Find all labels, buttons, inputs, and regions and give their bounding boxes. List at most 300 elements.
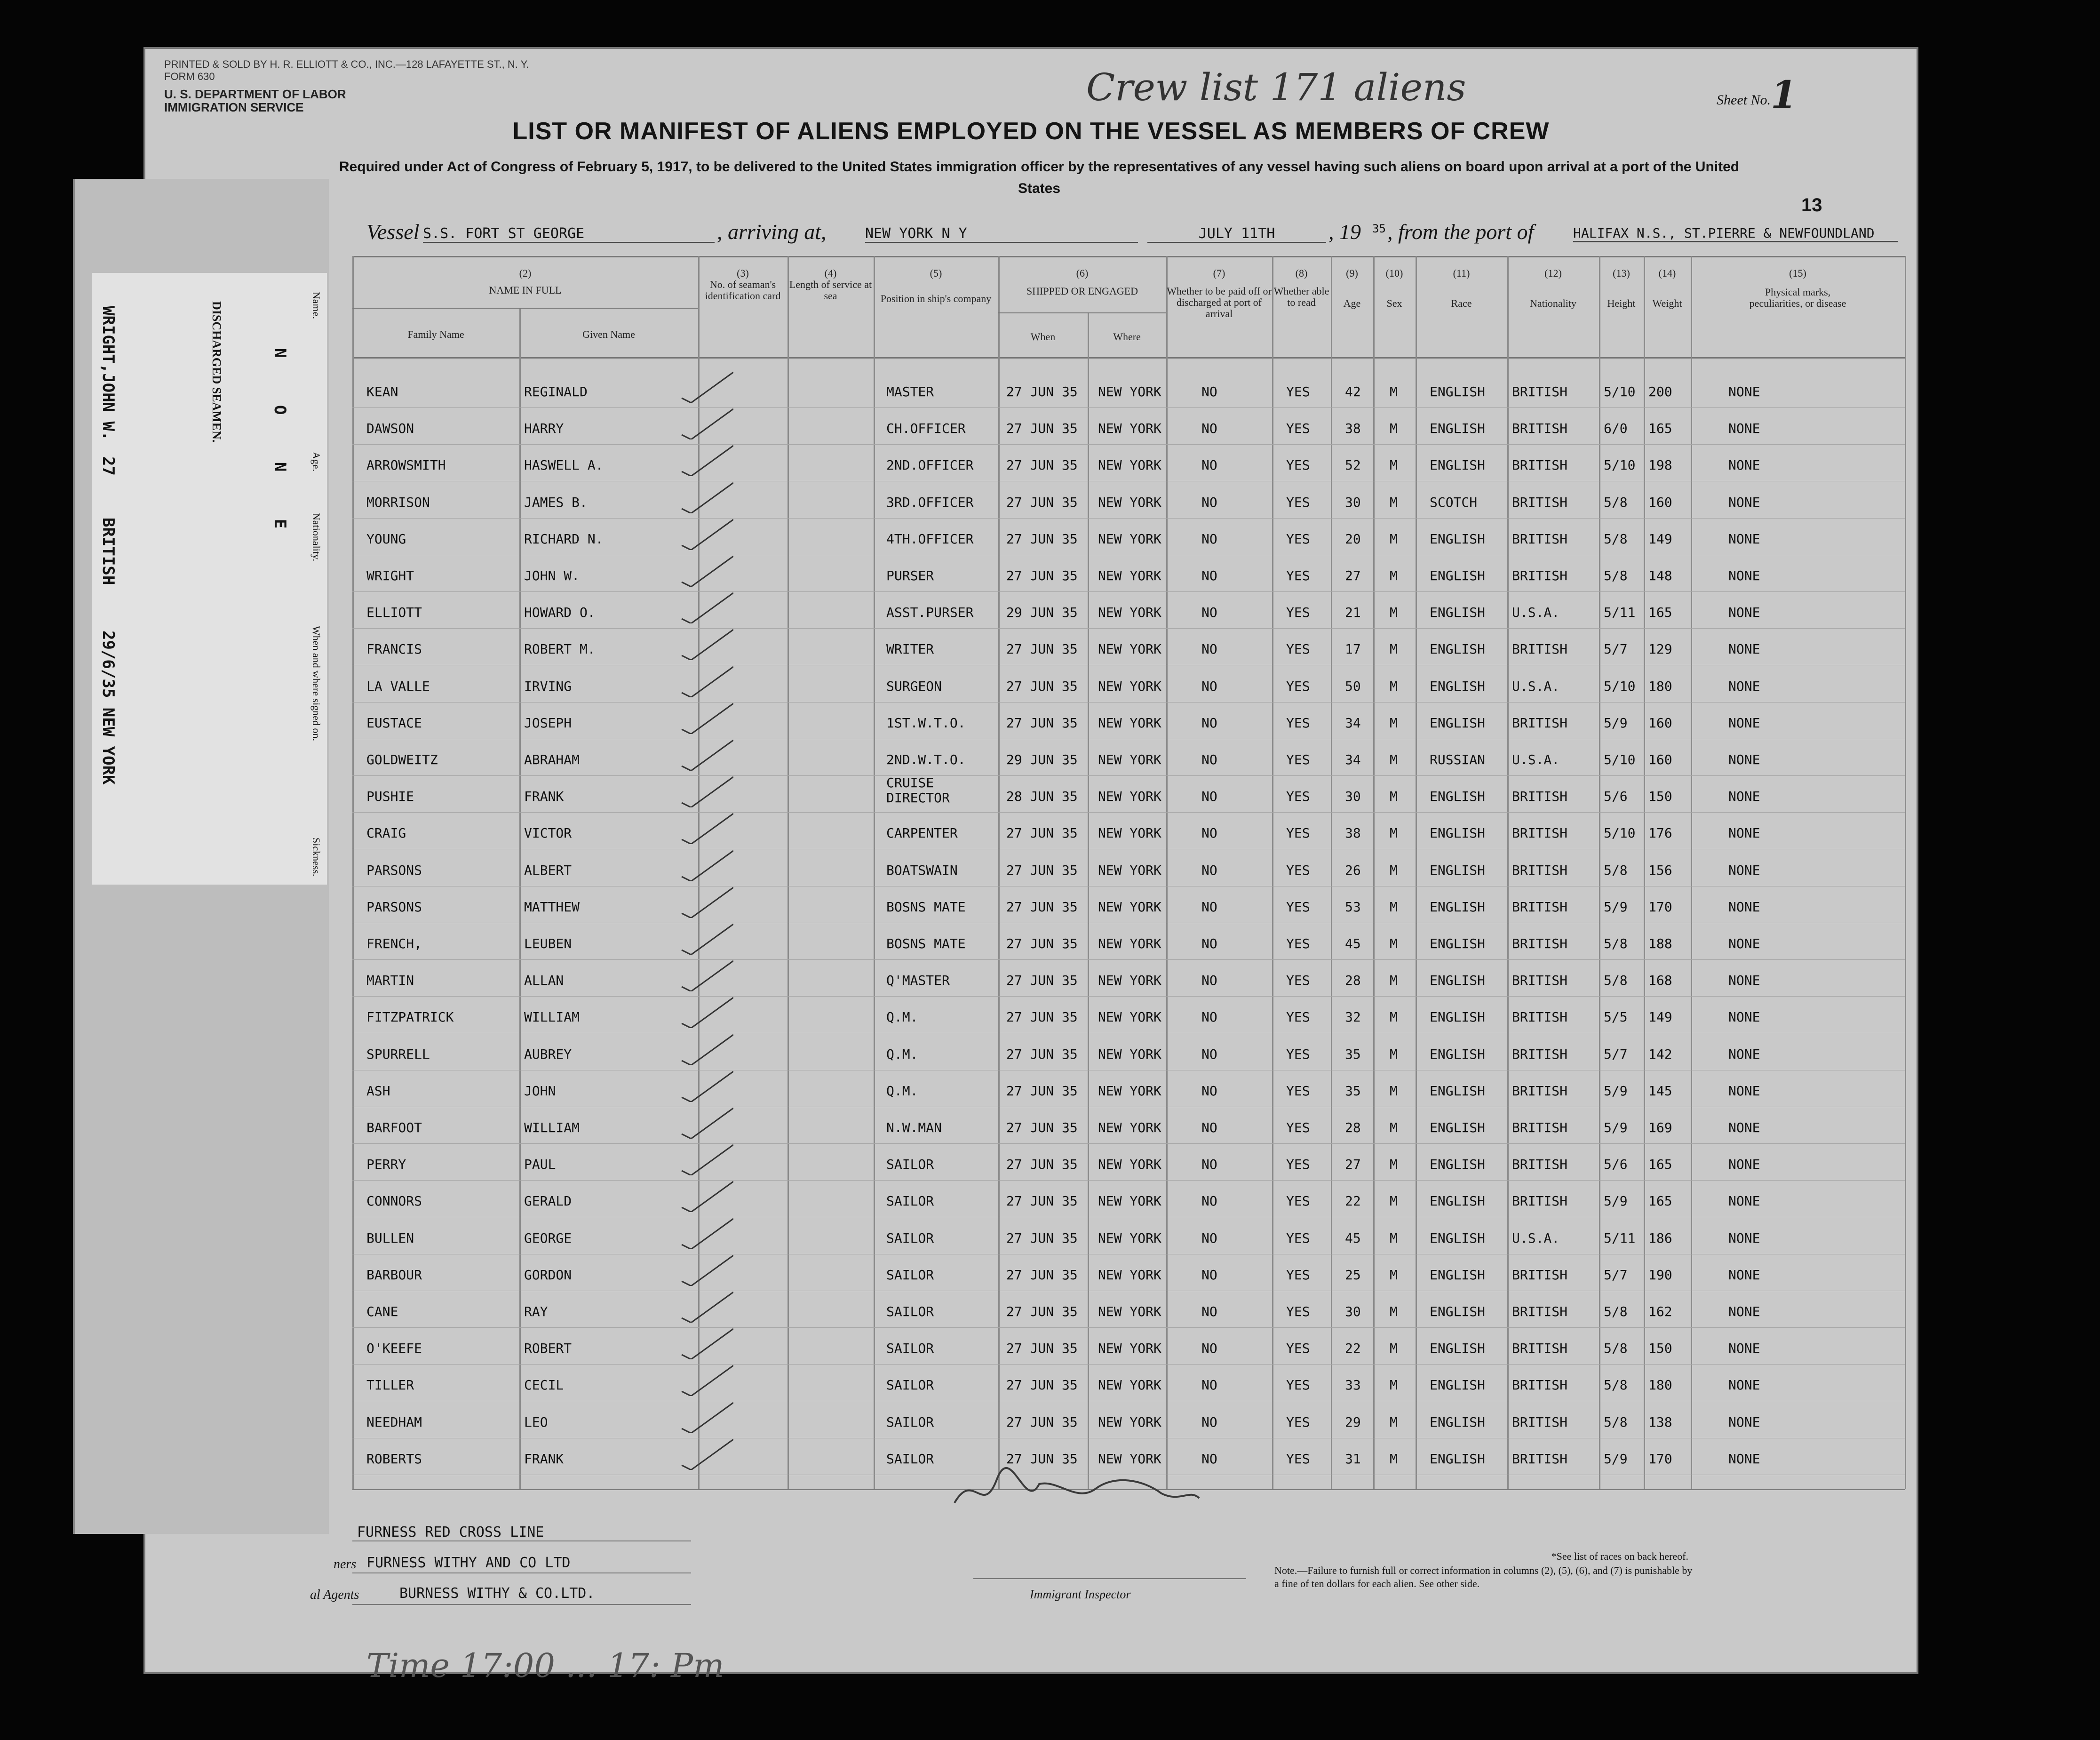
cell-marks: NONE: [1728, 1193, 1760, 1209]
cell-height: 5/7: [1604, 1046, 1628, 1062]
cell-nat: BRITISH: [1512, 384, 1568, 399]
slip-col-age: Age.: [310, 452, 322, 472]
cell-where: NEW YORK: [1098, 1083, 1161, 1099]
vessel-name: S.S. FORT ST GEORGE: [423, 225, 715, 243]
cell-sex: M: [1390, 457, 1398, 473]
check-mark-icon: [677, 1032, 733, 1065]
col5-title: Position in ship's company: [880, 293, 992, 304]
check-mark-icon: [677, 1363, 733, 1396]
cell-nat: BRITISH: [1512, 899, 1568, 915]
col3-number: (3): [737, 267, 749, 279]
cell-nat: U.S.A.: [1512, 1230, 1560, 1246]
row-rule: [352, 591, 1905, 592]
cell-height: 5/7: [1604, 1267, 1628, 1283]
cell-family: CRAIG: [366, 825, 406, 841]
cell-nat: U.S.A.: [1512, 752, 1560, 767]
cell-age: 28: [1345, 973, 1361, 988]
cell-read: YES: [1286, 1267, 1310, 1283]
cell-where: NEW YORK: [1098, 1267, 1161, 1283]
cell-paid: NO: [1201, 457, 1217, 473]
cell-position: Q.M.: [886, 1046, 918, 1062]
cell-height: 5/8: [1604, 1304, 1628, 1319]
cell-marks: NONE: [1728, 1341, 1760, 1356]
cell-age: 53: [1345, 899, 1361, 915]
cell-paid: NO: [1201, 678, 1217, 694]
cell-height: 5/8: [1604, 973, 1628, 988]
department-heading: [164, 88, 346, 114]
col10-header: [1373, 268, 1416, 309]
cell-marks: NONE: [1728, 531, 1760, 547]
cell-given: LEO: [524, 1414, 548, 1430]
footer-rule: [352, 1540, 691, 1541]
slip-entry-when: 29/6/35 NEW YORK: [99, 631, 118, 785]
cell-read: YES: [1286, 568, 1310, 583]
cell-paid: NO: [1201, 1193, 1217, 1209]
cell-paid: NO: [1201, 568, 1217, 583]
cell-nat: BRITISH: [1512, 825, 1568, 841]
col14-number: (14): [1658, 267, 1676, 279]
cell-sex: M: [1390, 384, 1398, 399]
cell-nat: BRITISH: [1512, 1414, 1568, 1430]
cell-marks: NONE: [1728, 1451, 1760, 1467]
cell-read: YES: [1286, 899, 1310, 915]
col5-number: (5): [930, 267, 942, 279]
cell-read: YES: [1286, 1341, 1310, 1356]
col-rule: [1905, 256, 1906, 1489]
cell-race: ENGLISH: [1430, 1414, 1486, 1430]
cell-when: 27 JUN 35: [1006, 1304, 1078, 1319]
cell-sex: M: [1390, 495, 1398, 510]
cell-height: 5/8: [1604, 495, 1628, 510]
cell-marks: NONE: [1728, 1414, 1760, 1430]
cell-where: NEW YORK: [1098, 715, 1161, 731]
col7-header: [1166, 268, 1272, 319]
cell-when: 27 JUN 35: [1006, 1267, 1078, 1283]
cell-position: 2ND.OFFICER: [886, 457, 974, 473]
cell-read: YES: [1286, 1451, 1310, 1467]
cell-when: 27 JUN 35: [1006, 495, 1078, 510]
cell-given: HOWARD O.: [524, 605, 596, 620]
cell-read: YES: [1286, 1083, 1310, 1099]
where-header: Where: [1113, 331, 1141, 343]
col12-number: (12): [1544, 267, 1562, 279]
cell-when: 27 JUN 35: [1006, 936, 1078, 951]
cell-sex: M: [1390, 1046, 1398, 1062]
cell-race: ENGLISH: [1430, 421, 1486, 436]
check-mark-icon: [677, 811, 733, 844]
year-prefix: , 19: [1328, 220, 1361, 244]
check-mark-icon: [677, 627, 733, 660]
cell-paid: NO: [1201, 715, 1217, 731]
cell-marks: NONE: [1728, 1267, 1760, 1283]
cell-given: MATTHEW: [524, 899, 580, 915]
cell-when: 27 JUN 35: [1006, 715, 1078, 731]
cell-age: 32: [1345, 1009, 1361, 1025]
check-mark-icon: [677, 591, 733, 623]
cell-sex: M: [1390, 531, 1398, 547]
cell-weight: 160: [1648, 715, 1672, 731]
col8-number: (8): [1295, 267, 1308, 279]
cell-marks: NONE: [1728, 1009, 1760, 1025]
cell-sex: M: [1390, 678, 1398, 694]
cell-read: YES: [1286, 1377, 1310, 1393]
cell-given: ROBERT: [524, 1341, 572, 1356]
cell-given: LEUBEN: [524, 936, 572, 951]
cell-position: SAILOR: [886, 1304, 934, 1319]
cell-weight: 176: [1648, 825, 1672, 841]
cell-nat: BRITISH: [1512, 936, 1568, 951]
cell-paid: NO: [1201, 899, 1217, 915]
cell-read: YES: [1286, 1046, 1310, 1062]
cell-nat: BRITISH: [1512, 1304, 1568, 1319]
cell-when: 27 JUN 35: [1006, 1193, 1078, 1209]
cell-where: NEW YORK: [1098, 973, 1161, 988]
col-rule: [1507, 256, 1509, 1489]
cell-paid: NO: [1201, 605, 1217, 620]
cell-when: 27 JUN 35: [1006, 1451, 1078, 1467]
col-rule: [1272, 256, 1273, 1489]
cell-race: ENGLISH: [1430, 1230, 1486, 1246]
cell-marks: NONE: [1728, 715, 1760, 731]
cell-nat: BRITISH: [1512, 862, 1568, 878]
cell-family: O'KEEFE: [366, 1341, 422, 1356]
cell-family: BARFOOT: [366, 1120, 422, 1135]
cell-given: JOSEPH: [524, 715, 572, 731]
cell-where: NEW YORK: [1098, 1451, 1161, 1467]
cell-when: 27 JUN 35: [1006, 1083, 1078, 1099]
arriving-label: , arriving at,: [717, 220, 827, 244]
cell-age: 50: [1345, 678, 1361, 694]
cell-marks: NONE: [1728, 641, 1760, 657]
col10-number: (10): [1385, 267, 1403, 279]
cell-position: Q.M.: [886, 1083, 918, 1099]
cell-family: ARROWSMITH: [366, 457, 446, 473]
cell-family: CANE: [366, 1304, 398, 1319]
col12-title: Nationality: [1530, 297, 1576, 309]
cell-where: NEW YORK: [1098, 862, 1161, 878]
cell-where: NEW YORK: [1098, 1414, 1161, 1430]
cell-when: 27 JUN 35: [1006, 384, 1078, 399]
cell-read: YES: [1286, 531, 1310, 547]
slip-col-name: Name.: [310, 292, 322, 319]
cell-weight: 142: [1648, 1046, 1672, 1062]
cell-when: 27 JUN 35: [1006, 531, 1078, 547]
cell-weight: 169: [1648, 1120, 1672, 1135]
cell-age: 34: [1345, 752, 1361, 767]
cell-weight: 150: [1648, 789, 1672, 804]
check-mark-icon: [677, 370, 733, 403]
cell-age: 27: [1345, 1157, 1361, 1172]
cell-where: NEW YORK: [1098, 1046, 1161, 1062]
cell-paid: NO: [1201, 1083, 1217, 1099]
cell-age: 42: [1345, 384, 1361, 399]
col15-header: [1691, 268, 1905, 309]
cell-sex: M: [1390, 752, 1398, 767]
check-mark-icon: [677, 1179, 733, 1212]
row-rule: [352, 996, 1905, 997]
cell-family: FITZPATRICK: [366, 1009, 454, 1025]
check-mark-icon: [677, 922, 733, 955]
cell-weight: 160: [1648, 752, 1672, 767]
cell-nat: BRITISH: [1512, 531, 1568, 547]
cell-weight: 165: [1648, 1157, 1672, 1172]
cell-height: 5/9: [1604, 1451, 1628, 1467]
cell-marks: NONE: [1728, 457, 1760, 473]
check-mark-icon: [677, 554, 733, 587]
cell-sex: M: [1390, 1230, 1398, 1246]
col6-number: (6): [1076, 267, 1089, 279]
cell-height: 5/10: [1604, 825, 1636, 841]
cell-race: ENGLISH: [1430, 1009, 1486, 1025]
cell-when: 27 JUN 35: [1006, 1414, 1078, 1430]
cell-where: NEW YORK: [1098, 678, 1161, 694]
check-mark-icon: [677, 1216, 733, 1249]
cell-family: YOUNG: [366, 531, 406, 547]
cell-where: NEW YORK: [1098, 421, 1161, 436]
footer-rule: [352, 1604, 691, 1605]
cell-race: ENGLISH: [1430, 384, 1486, 399]
cell-read: YES: [1286, 936, 1310, 951]
inspector-label: Immigrant Inspector: [1030, 1588, 1131, 1601]
check-mark-icon: [677, 664, 733, 697]
handwritten-time-note: Time 17:00 ... 17: Pm: [366, 1646, 724, 1685]
cell-height: 5/11: [1604, 1230, 1636, 1246]
cell-sex: M: [1390, 421, 1398, 436]
cell-given: RICHARD N.: [524, 531, 604, 547]
cell-race: ENGLISH: [1430, 1046, 1486, 1062]
cell-family: SPURRELL: [366, 1046, 430, 1062]
cell-family: GOLDWEITZ: [366, 752, 438, 767]
cell-marks: NONE: [1728, 936, 1760, 951]
cell-family: PERRY: [366, 1157, 406, 1172]
cell-height: 6/0: [1604, 421, 1628, 436]
cell-when: 27 JUN 35: [1006, 973, 1078, 988]
cell-weight: 150: [1648, 1341, 1672, 1356]
cell-sex: M: [1390, 1157, 1398, 1172]
cell-paid: NO: [1201, 641, 1217, 657]
cell-weight: 188: [1648, 936, 1672, 951]
cell-marks: NONE: [1728, 789, 1760, 804]
cell-sex: M: [1390, 715, 1398, 731]
col-rule: [1599, 256, 1600, 1489]
cell-read: YES: [1286, 457, 1310, 473]
check-mark-icon: [677, 701, 733, 734]
cell-read: YES: [1286, 384, 1310, 399]
cell-position: PURSER: [886, 568, 934, 583]
col-rule: [1416, 256, 1417, 1489]
cell-marks: NONE: [1728, 825, 1760, 841]
cell-height: 5/10: [1604, 457, 1636, 473]
cell-sex: M: [1390, 605, 1398, 620]
cell-race: ENGLISH: [1430, 862, 1486, 878]
cell-when: 27 JUN 35: [1006, 1120, 1078, 1135]
row-rule: [352, 444, 1905, 445]
cell-age: 25: [1345, 1267, 1361, 1283]
cell-read: YES: [1286, 1009, 1310, 1025]
cell-position: Q'MASTER: [886, 973, 950, 988]
page-title: LIST OR MANIFEST OF ALIENS EMPLOYED ON THE VESSEL AS MEMBERS OF CREW: [512, 118, 1550, 145]
discharged-seamen-table: [92, 273, 327, 885]
row-rule: [352, 959, 1905, 960]
cell-nat: BRITISH: [1512, 1377, 1568, 1393]
cell-given: JAMES B.: [524, 495, 588, 510]
cell-given: JOHN W.: [524, 568, 580, 583]
cell-paid: NO: [1201, 421, 1217, 436]
cell-when: 27 JUN 35: [1006, 1230, 1078, 1246]
cell-where: NEW YORK: [1098, 568, 1161, 583]
cell-race: ENGLISH: [1430, 1377, 1486, 1393]
cell-race: ENGLISH: [1430, 899, 1486, 915]
cell-read: YES: [1286, 715, 1310, 731]
cell-race: RUSSIAN: [1430, 752, 1486, 767]
cell-race: ENGLISH: [1430, 605, 1486, 620]
cell-when: 27 JUN 35: [1006, 1046, 1078, 1062]
col4-header: [788, 268, 874, 302]
cell-weight: 149: [1648, 1009, 1672, 1025]
cell-height: 5/6: [1604, 789, 1628, 804]
col12-header: [1507, 268, 1599, 309]
cell-nat: BRITISH: [1512, 1046, 1568, 1062]
cell-marks: NONE: [1728, 421, 1760, 436]
col7-title: Whether to be paid off or discharged at port of arrival: [1167, 285, 1272, 319]
cell-position: SAILOR: [886, 1230, 934, 1246]
cell-weight: 162: [1648, 1304, 1672, 1319]
cell-when: 28 JUN 35: [1006, 789, 1078, 804]
cell-weight: 145: [1648, 1083, 1672, 1099]
row-rule: [352, 628, 1905, 629]
cell-nat: U.S.A.: [1512, 678, 1560, 694]
cell-height: 5/8: [1604, 1341, 1628, 1356]
cell-position: SAILOR: [886, 1414, 934, 1430]
cell-marks: NONE: [1728, 605, 1760, 620]
cell-weight: 168: [1648, 973, 1672, 988]
cell-nat: BRITISH: [1512, 1083, 1568, 1099]
cell-position: CARPENTER: [886, 825, 958, 841]
cell-given: AUBREY: [524, 1046, 572, 1062]
cell-age: 20: [1345, 531, 1361, 547]
cell-height: 5/5: [1604, 1009, 1628, 1025]
cell-paid: NO: [1201, 1451, 1217, 1467]
cell-paid: NO: [1201, 936, 1217, 951]
cell-when: 27 JUN 35: [1006, 568, 1078, 583]
check-mark-icon: [677, 407, 733, 439]
department-name: U. S. DEPARTMENT OF LABOR: [164, 87, 346, 101]
slip-title: DISCHARGED SEAMEN.: [210, 301, 223, 443]
line-name: FURNESS RED CROSS LINE: [357, 1524, 544, 1540]
cell-position: N.W.MAN: [886, 1120, 942, 1135]
row-rule: [352, 775, 1905, 776]
cell-read: YES: [1286, 1414, 1310, 1430]
cell-height: 5/9: [1604, 715, 1628, 731]
cell-read: YES: [1286, 495, 1310, 510]
row-rule: [352, 407, 1905, 408]
check-mark-icon: [677, 958, 733, 991]
cell-sex: M: [1390, 936, 1398, 951]
cell-race: ENGLISH: [1430, 531, 1486, 547]
check-mark-icon: [677, 517, 733, 550]
races-note: *See list of races on back hereof.: [1551, 1550, 1688, 1562]
cell-position: BOSNS MATE: [886, 899, 966, 915]
col10-title: Sex: [1386, 297, 1402, 309]
cell-paid: NO: [1201, 531, 1217, 547]
check-mark-icon: [677, 1437, 733, 1470]
cell-race: ENGLISH: [1430, 1157, 1486, 1172]
cell-paid: NO: [1201, 1414, 1217, 1430]
col-rule: [788, 256, 789, 1489]
cell-where: NEW YORK: [1098, 825, 1161, 841]
cell-height: 5/11: [1604, 605, 1636, 620]
shipped-subheader-rule: [998, 312, 1166, 313]
manifest-sheet: [143, 47, 1918, 1685]
cell-position: SAILOR: [886, 1377, 934, 1393]
col4-title: Length of service at sea: [789, 279, 872, 302]
cell-given: JOHN: [524, 1083, 556, 1099]
inspector-signature: [945, 1461, 1209, 1526]
cell-weight: 149: [1648, 531, 1672, 547]
cell-paid: NO: [1201, 1046, 1217, 1062]
vessel-label: Vessel: [366, 220, 420, 244]
row-rule: [352, 1180, 1905, 1181]
cell-age: 22: [1345, 1193, 1361, 1209]
arrival-date: JULY 11TH: [1147, 225, 1326, 243]
cell-where: NEW YORK: [1098, 1120, 1161, 1135]
cell-where: NEW YORK: [1098, 605, 1161, 620]
cell-paid: NO: [1201, 825, 1217, 841]
col15-number: (15): [1789, 267, 1806, 279]
cell-family: KEAN: [366, 384, 398, 399]
cell-position: SAILOR: [886, 1267, 934, 1283]
handwritten-note: Crew list 171 aliens: [1086, 65, 1466, 109]
cell-family: ROBERTS: [366, 1451, 422, 1467]
cell-position: SAILOR: [886, 1451, 934, 1467]
cell-race: ENGLISH: [1430, 678, 1486, 694]
col13-number: (13): [1613, 267, 1630, 279]
cell-weight: 198: [1648, 457, 1672, 473]
cell-height: 5/10: [1604, 384, 1636, 399]
cell-sex: M: [1390, 1193, 1398, 1209]
slip-col-sick: Sickness.: [310, 838, 322, 877]
agents-name: BURNESS WITHY & CO.LTD.: [399, 1585, 595, 1602]
penalty-note: Note.—Failure to furnish full or correct information in columns (2), (5), (6), and (7) is punishable by a fine of ten dollars for each alien. See other side.: [1274, 1564, 1693, 1589]
cell-position: SAILOR: [886, 1193, 934, 1209]
cell-paid: NO: [1201, 1267, 1217, 1283]
col13-header: [1599, 268, 1644, 309]
cell-given: HARRY: [524, 421, 564, 436]
cell-position: CH.OFFICER: [886, 421, 966, 436]
header-bottom-border: [352, 357, 1905, 359]
col-rule: [352, 256, 354, 1489]
cell-marks: NONE: [1728, 384, 1760, 399]
cell-paid: NO: [1201, 973, 1217, 988]
cell-family: ELLIOTT: [366, 605, 422, 620]
check-mark-icon: [677, 738, 733, 771]
cell-position: SAILOR: [886, 1157, 934, 1172]
cell-paid: NO: [1201, 1377, 1217, 1393]
cell-age: 34: [1345, 715, 1361, 731]
cell-given: HASWELL A.: [524, 457, 604, 473]
cell-position: 2ND.W.T.O.: [886, 752, 966, 767]
cell-age: 26: [1345, 862, 1361, 878]
cell-given: FRANK: [524, 789, 564, 804]
cell-given: REGINALD: [524, 384, 588, 399]
cell-race: ENGLISH: [1430, 1120, 1486, 1135]
col14-title: Weight: [1652, 297, 1682, 309]
service-name: IMMIGRATION SERVICE: [164, 100, 304, 114]
cell-paid: NO: [1201, 1157, 1217, 1172]
cell-family: NEEDHAM: [366, 1414, 422, 1430]
col5-header: [874, 268, 998, 304]
cell-given: GORDON: [524, 1267, 572, 1283]
